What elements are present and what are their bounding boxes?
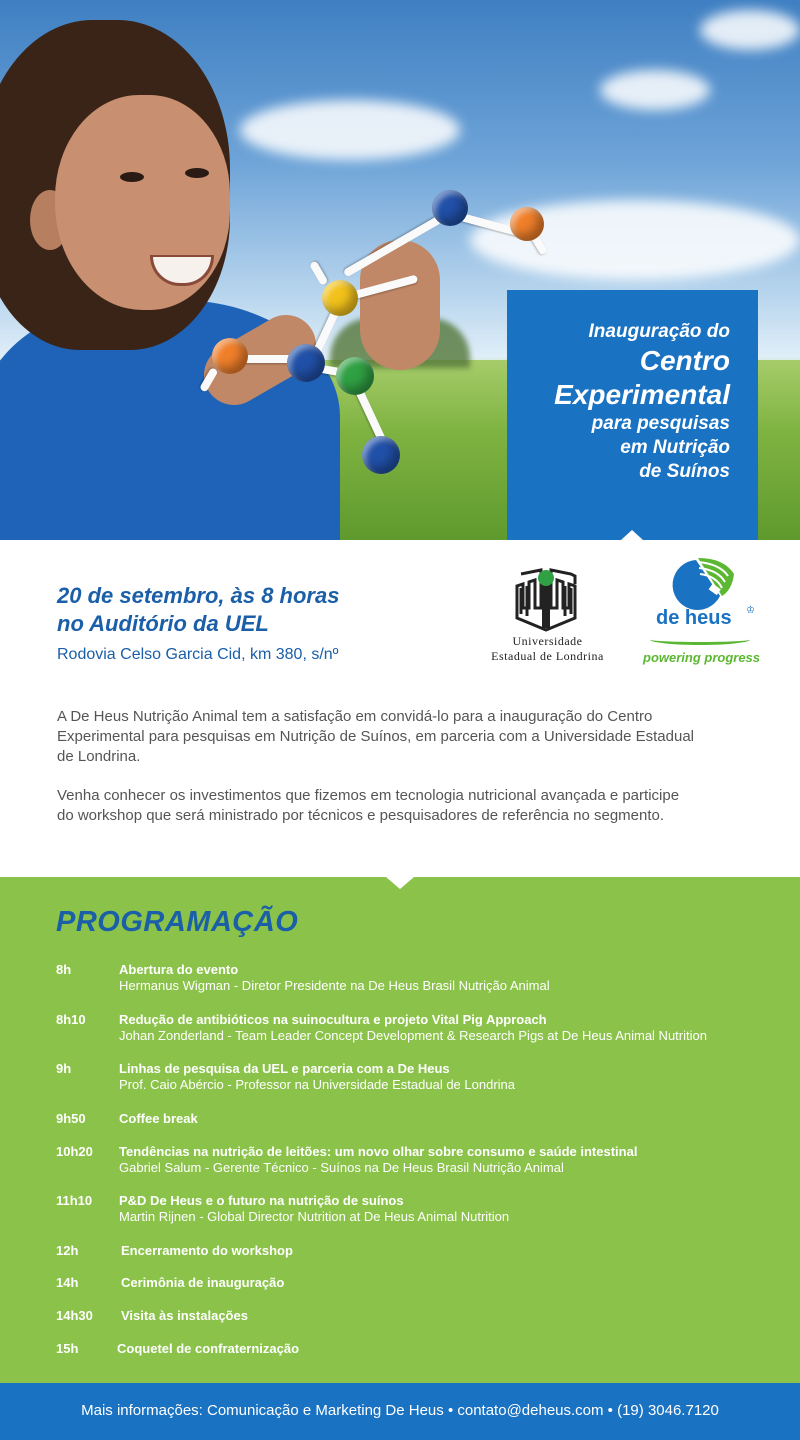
intro-paragraph-1: A De Heus Nutrição Animal tem a satisfação em convidá-lo para a inauguração do Centro Experimental para pesquisas em Nutrição de Suínos, em parceria com a Universidade Estadual de Londrina. bbox=[57, 708, 694, 765]
hero-line-6: de Suínos bbox=[639, 461, 730, 482]
hero-title-box bbox=[507, 290, 758, 540]
hero-line-5: em Nutrição bbox=[620, 437, 730, 458]
uel-name-line2: Estadual de Londrina bbox=[491, 649, 604, 663]
program-item-title: Coquetel de confraternização bbox=[117, 1341, 300, 1356]
uel-name-line1: Universidade bbox=[512, 634, 583, 648]
program-time: 14h bbox=[56, 1275, 79, 1290]
program-item-title: Redução de antibióticos na suinocultura e projeto Vital Pig Approach bbox=[119, 1012, 547, 1027]
program-time: 10h20 bbox=[56, 1144, 93, 1159]
program-item-title: Visita às instalações bbox=[121, 1308, 248, 1323]
program-section bbox=[0, 877, 800, 1383]
event-address: Rodovia Celso Garcia Cid, km 380, s/nº bbox=[57, 646, 339, 663]
program-item-title: Cerimônia de inauguração bbox=[121, 1275, 285, 1290]
program-item-title: Coffee break bbox=[119, 1111, 198, 1126]
program-time: 8h bbox=[56, 962, 72, 977]
event-venue: no Auditório da UEL bbox=[57, 611, 269, 636]
program-title: PROGRAMAÇÃO bbox=[56, 906, 299, 938]
intro-paragraph-2: Venha conhecer os investimentos que fizemos em tecnologia nutricional avançada e participe do workshop que será ministrado por técnicos e pesquisadores de referência no segmento. bbox=[57, 787, 680, 824]
event-date: 20 de setembro, às 8 horas bbox=[57, 583, 340, 608]
program-time: 15h bbox=[56, 1341, 79, 1356]
program-item-speaker: Prof. Caio Abércio - Professor na Universidade Estadual de Londrina bbox=[119, 1077, 515, 1092]
footer-contact-info: Mais informações: Comunicação e Marketing De Heus • contato@deheus.com • (19) 3046.7120 bbox=[81, 1402, 719, 1419]
program-item-title: Encerramento do workshop bbox=[121, 1243, 293, 1258]
program-time: 9h50 bbox=[56, 1111, 86, 1126]
program-time: 12h bbox=[56, 1243, 79, 1258]
deheus-slogan: powering progress bbox=[643, 650, 761, 665]
program-item-speaker: Hermanus Wigman - Diretor Presidente na De Heus Brasil Nutrição Animal bbox=[119, 978, 550, 993]
hero-line-4: para pesquisas bbox=[591, 413, 730, 434]
swoosh-icon bbox=[650, 634, 750, 645]
footer-bar bbox=[0, 1383, 800, 1440]
deheus-name: de heus bbox=[656, 607, 732, 629]
hero-line-1: Inauguração do bbox=[588, 321, 730, 342]
program-item-title: P&D De Heus e o futuro na nutrição de suínos bbox=[119, 1193, 404, 1208]
program-item-title: Linhas de pesquisa da UEL e parceria com a De Heus bbox=[119, 1061, 450, 1076]
program-item-speaker: Gabriel Salum - Gerente Técnico - Suínos na De Heus Brasil Nutrição Animal bbox=[119, 1160, 564, 1175]
hero-line-2: Centro bbox=[639, 345, 730, 376]
program-item-speaker: Martin Rijnen - Global Director Nutrition at De Heus Animal Nutrition bbox=[119, 1209, 510, 1224]
program-item-speaker: Johan Zonderland - Team Leader Concept Development & Research Pigs at De Heus Animal Nutrition bbox=[119, 1028, 707, 1043]
program-time: 14h30 bbox=[56, 1308, 93, 1323]
crown-icon: ♔ bbox=[746, 605, 755, 616]
hero-line-3: Experimental bbox=[554, 379, 730, 410]
program-item-title: Abertura do evento bbox=[119, 962, 239, 977]
program-time: 8h10 bbox=[56, 1012, 86, 1027]
program-time: 11h10 bbox=[56, 1193, 93, 1208]
program-item-title: Tendências na nutrição de leitões: um novo olhar sobre consumo e saúde intestinal bbox=[119, 1144, 638, 1159]
program-time: 9h bbox=[56, 1061, 72, 1076]
uel-logo-icon bbox=[513, 568, 579, 632]
hero-banner bbox=[0, 0, 800, 540]
